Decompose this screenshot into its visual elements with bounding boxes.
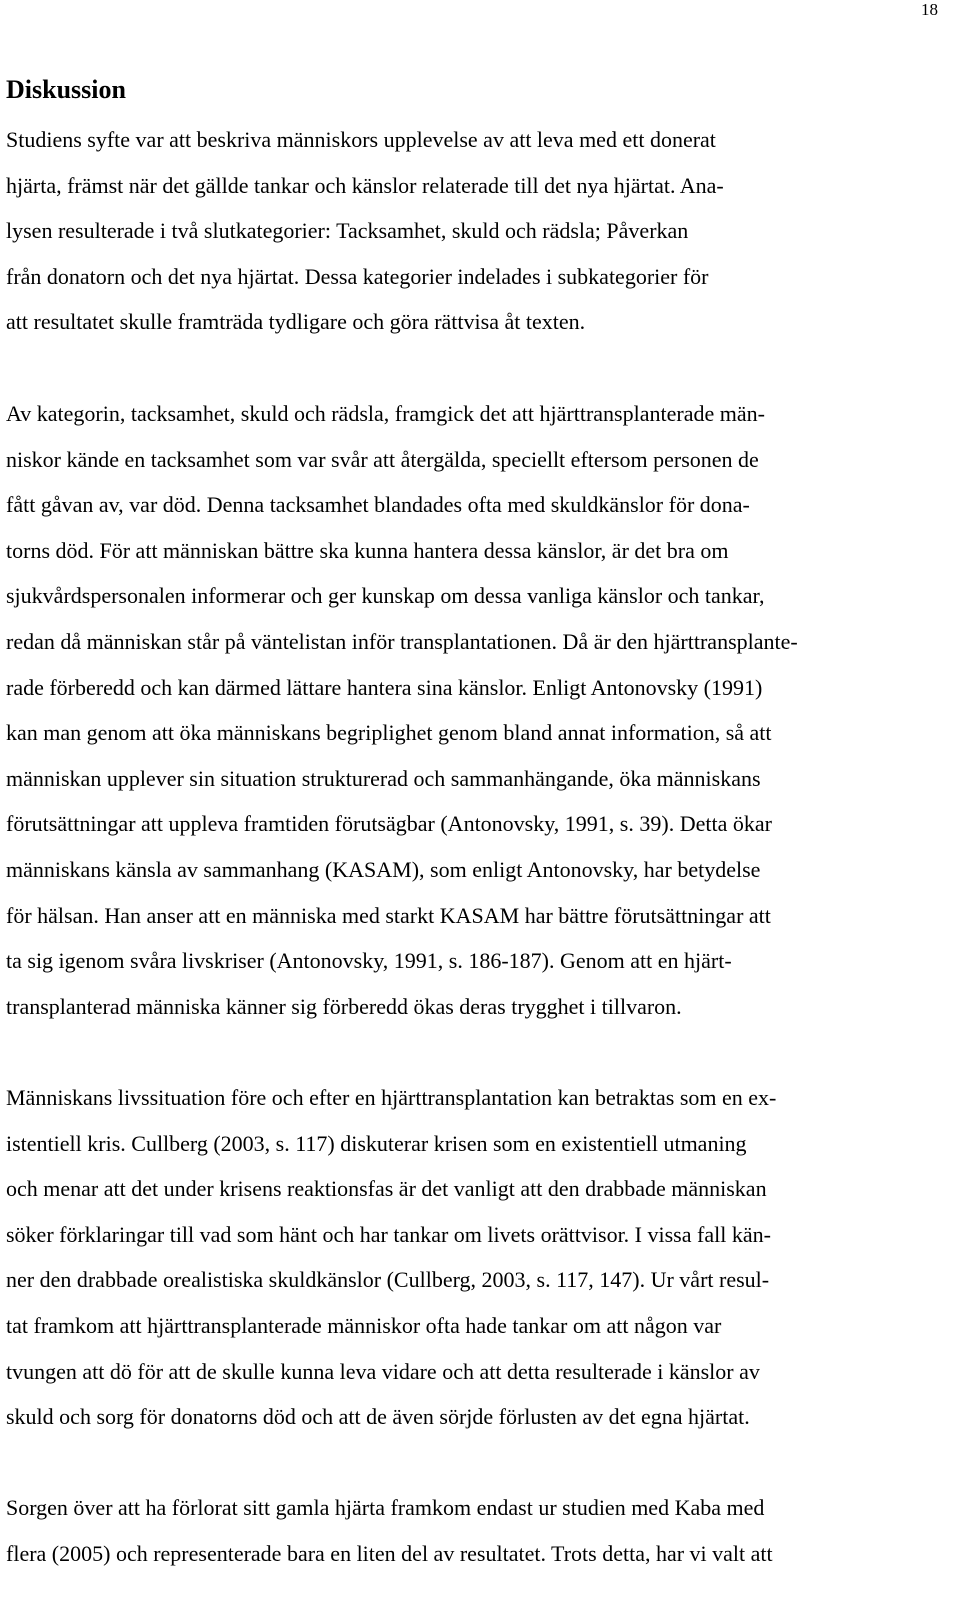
text-line: skuld och sorg för donatorns död och att de även sörjde förlusten av det egna hjärtat.: [6, 1404, 750, 1430]
text-line: tat framkom att hjärttransplanterade människor ofta hade tankar om att någon var: [6, 1312, 722, 1338]
text-line: ta sig igenom svåra livskriser (Antonovsky, 1991, s. 186-187). Genom att en hjärt-: [6, 948, 732, 974]
text-line: människan upplever sin situation strukturerad och sammanhängande, öka människans: [6, 765, 761, 791]
text-line: människans känsla av sammanhang (KASAM), som enligt Antonovsky, har betydelse: [6, 856, 761, 882]
text-line: torns död. För att människan bättre ska kunna hantera dessa känslor, är det bra om: [6, 537, 729, 563]
paragraph-grief: [6, 1485, 926, 1576]
text-line: flera (2005) och representerade bara en liten del av resultatet. Trots detta, har vi valt att: [6, 1540, 773, 1566]
text-line: lysen resulterade i två slutkategorier: Tacksamhet, skuld och rädsla; Påverkan: [6, 218, 689, 244]
text-line: kan man genom att öka människans begriplighet genom bland annat information, så att: [6, 720, 772, 746]
text-line: ner den drabbade orealistiska skuldkänslor (Cullberg, 2003, s. 117, 147). Ur vårt resul-: [6, 1267, 770, 1293]
text-line: att resultatet skulle framträda tydligare och göra rättvisa åt texten.: [6, 309, 586, 335]
text-line: Av kategorin, tacksamhet, skuld och rädsla, framgick det att hjärttransplanterade män-: [6, 401, 765, 426]
text-line: Sorgen över att ha förlorat sitt gamla hjärta framkom endast ur studien med Kaba med: [6, 1495, 765, 1520]
paragraph-crisis: [6, 1075, 926, 1440]
text-line: Människans livssituation före och efter en hjärttransplantation kan betraktas som en ex-: [6, 1085, 777, 1110]
paragraph-gratitude: [6, 391, 926, 1029]
text-line: förutsättningar att uppleva framtiden förutsägbar (Antonovsky, 1991, s. 39). Detta ökar: [6, 811, 772, 837]
text-line: och menar att det under krisens reaktionsfas är det vanligt att den drabbade människan: [6, 1176, 767, 1202]
text-line: Studiens syfte var att beskriva människors upplevelse av att leva med ett donerat: [6, 127, 716, 152]
text-line: transplanterad människa känner sig förberedd ökas deras trygghet i tillvaron.: [6, 993, 682, 1019]
text-line: fått gåvan av, var död. Denna tacksamhet blandades ofta med skuldkänslor för dona-: [6, 492, 750, 518]
page-number: 18: [921, 0, 938, 19]
paragraph-purpose: [6, 117, 926, 345]
text-line: från donatorn och det nya hjärtat. Dessa kategorier indelades i subkategorier för: [6, 263, 709, 289]
text-line: tvungen att dö för att de skulle kunna leva vidare och att detta resulterade i känslor av: [6, 1358, 760, 1384]
section-heading: Diskussion: [6, 75, 126, 104]
text-line: istentiell kris. Cullberg (2003, s. 117) diskuterar krisen som en existentiell utmaning: [6, 1130, 747, 1156]
text-line: för hälsan. Han anser att en människa med starkt KASAM har bättre förutsättningar att: [6, 902, 771, 928]
text-line: hjärta, främst när det gällde tankar och känslor relaterade till det nya hjärtat. Ana-: [6, 172, 724, 198]
text-line: redan då människan står på väntelistan inför transplantationen. Då är den hjärttransplante-: [6, 628, 798, 654]
text-line: rade förberedd och kan därmed lättare hantera sina känslor. Enligt Antonovsky (1991): [6, 674, 763, 700]
text-line: söker förklaringar till vad som hänt och har tankar om livets orättvisor. I vissa fall kän-: [6, 1221, 771, 1247]
text-line: sjukvårdspersonalen informerar och ger kunskap om dessa vanliga känslor och tankar,: [6, 583, 765, 609]
text-line: niskor kände en tacksamhet som var svår att återgälda, speciellt eftersom personen de: [6, 446, 759, 472]
